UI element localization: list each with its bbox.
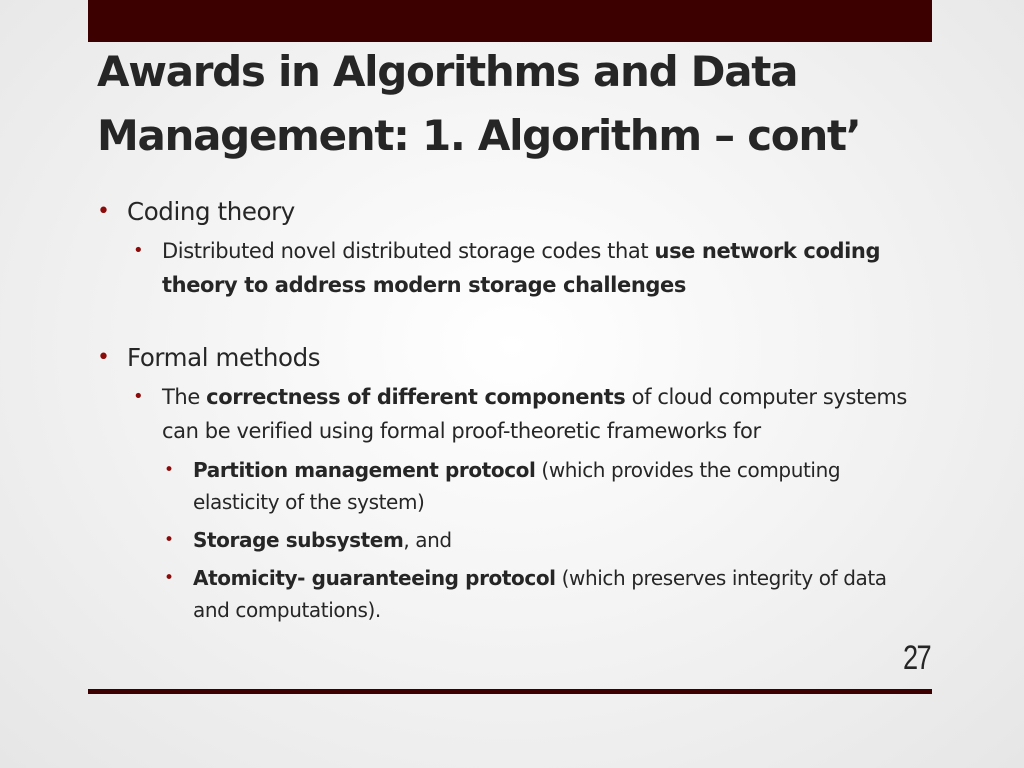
bullet-coding-theory [97,196,927,228]
sub-sub-bullet-emphasis: Atomicity- guaranteeing protocol [193,566,556,590]
sub-sub-bullet-text: (which preserves integrity of data and computations). [193,566,887,622]
slide-content [97,196,927,626]
page-number: 27 [902,639,930,677]
sub-sub-bullet-partition [163,454,927,518]
bullet-heading: Coding theory [127,197,295,226]
bullet-heading: Formal methods [127,343,321,372]
title-line-1: Awards in Algorithms and Data [97,47,798,96]
bullet-dot-icon: • [164,460,174,480]
bullet-dot-icon: • [164,530,174,550]
bullet-dot-icon: • [97,345,110,370]
sub-bullet-emphasis: use network coding theory to address modern storage challenges [162,239,881,297]
sub-bullet-storage-codes [132,234,927,302]
sub-bullet-text: of cloud computer systems can be verified using formal proof-theoretic frameworks for [162,385,907,443]
bullet-formal-methods [97,342,927,374]
sub-sub-bullet-emphasis: Storage subsystem [193,528,404,552]
title-line-2: Management: 1. Algorithm – cont’ [97,111,861,160]
sub-sub-bullet-text: , and [403,528,452,552]
sub-sub-bullet-storage [163,524,927,556]
bullet-dot-icon: • [164,568,174,588]
sub-sub-bullet-emphasis: Partition management protocol [193,458,536,482]
sub-bullet-text: Distributed novel distributed storage codes that [162,239,655,263]
bullet-dot-icon: • [97,199,110,224]
sub-bullet-text: The [162,385,207,409]
sub-bullet-correctness [132,380,927,448]
sub-sub-bullet-atomicity [163,562,927,626]
sub-sub-bullet-text: (which provides the computing elasticity of the system) [193,458,841,514]
sub-bullet-emphasis: correctness of different components [206,385,626,409]
slide-title [97,40,957,168]
bullet-dot-icon: • [133,240,144,261]
bottom-accent-rule [88,689,932,694]
bullet-dot-icon: • [133,386,144,407]
top-accent-band [88,0,932,42]
